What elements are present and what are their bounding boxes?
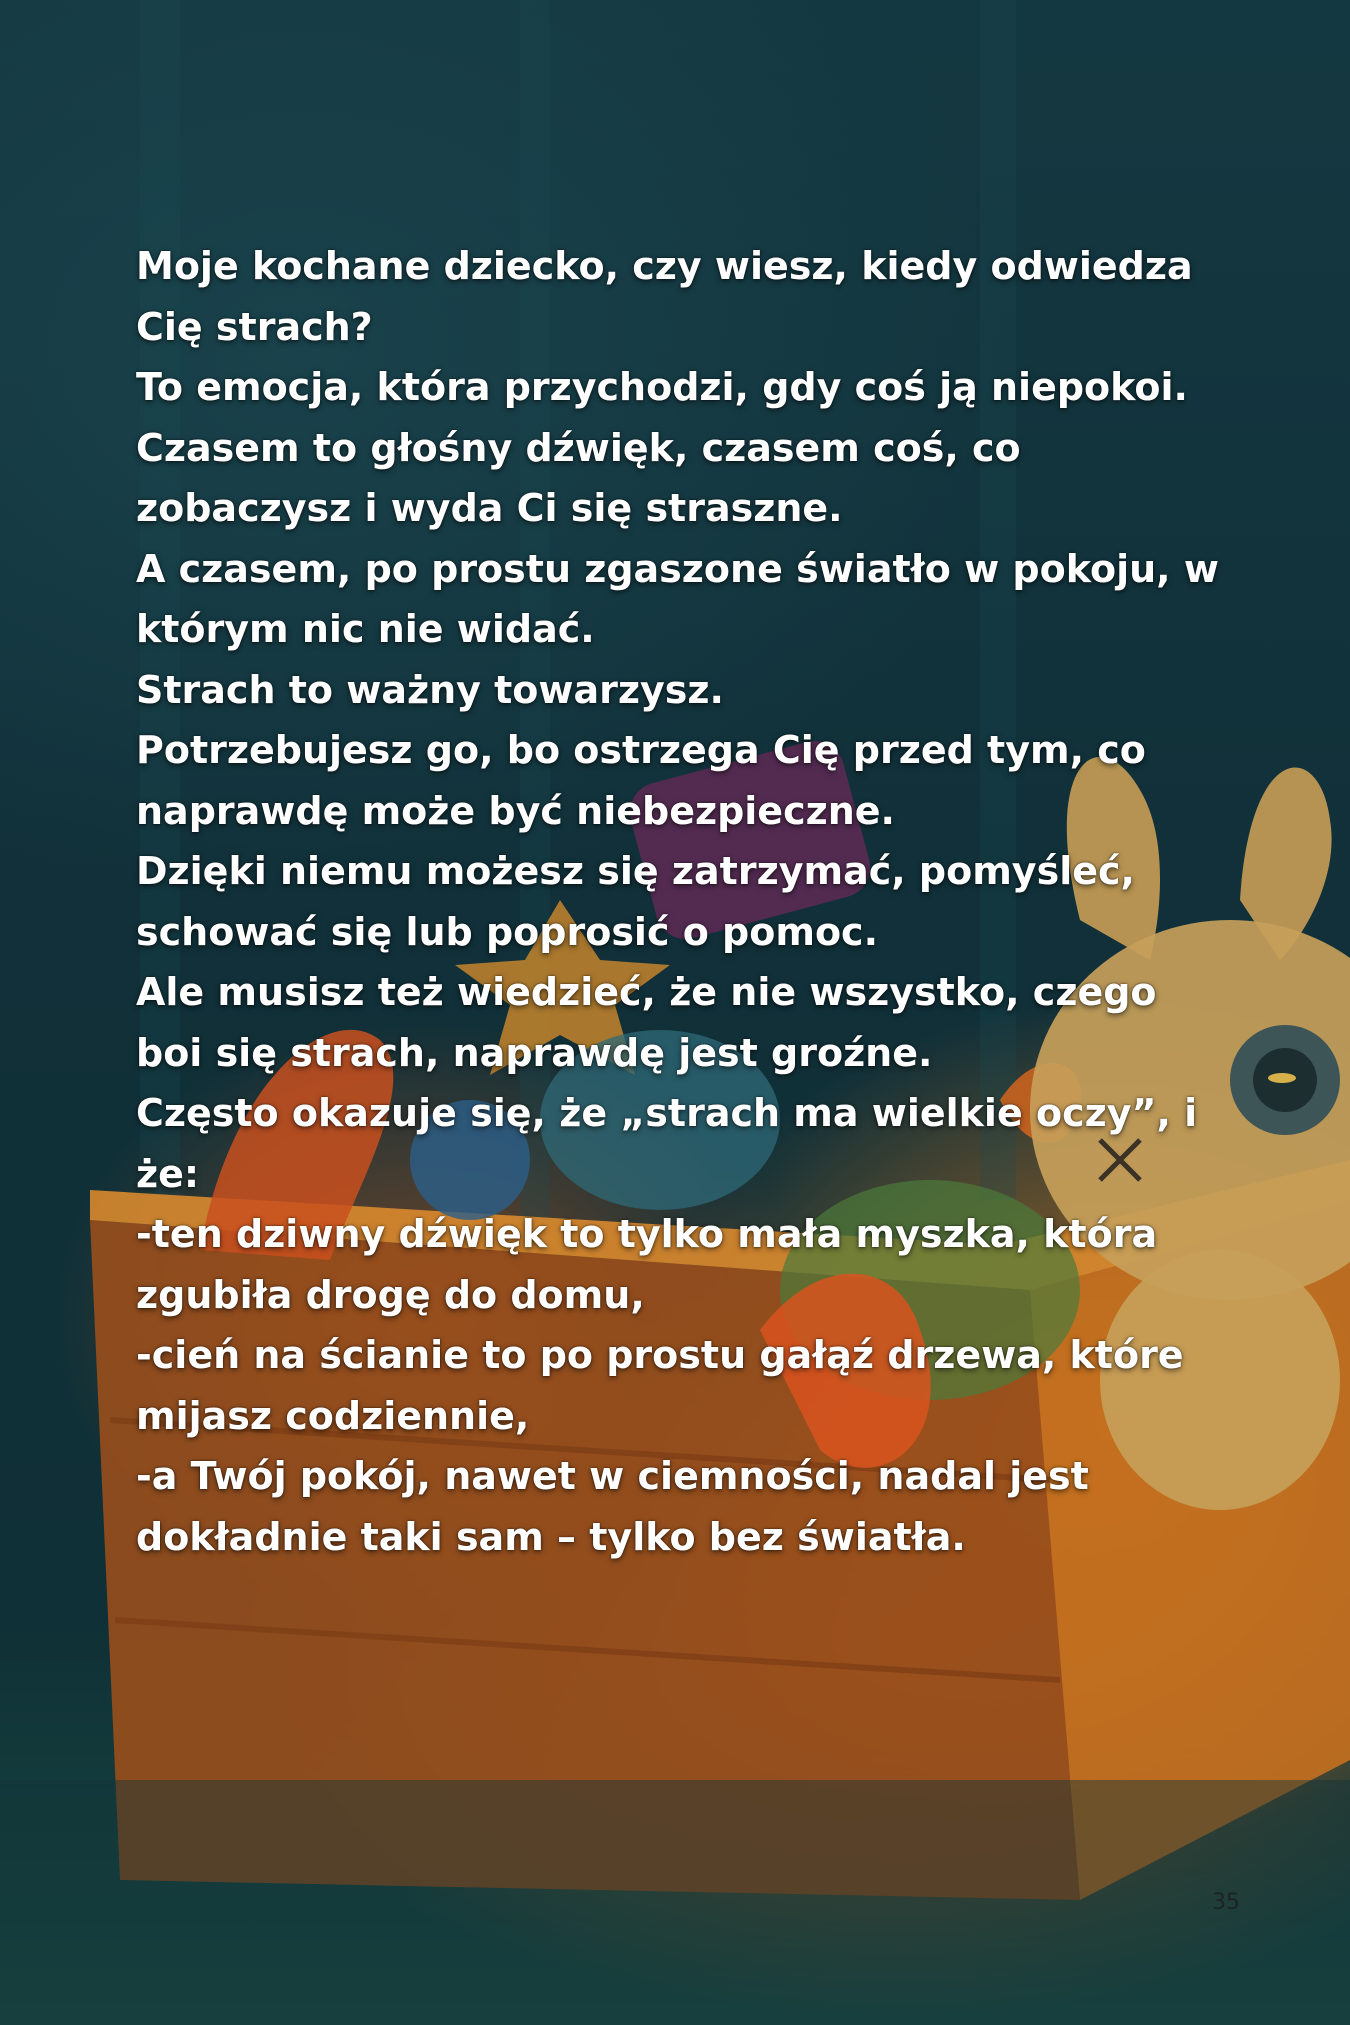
text-line: zobaczysz i wyda Ci się straszne.: [136, 486, 843, 530]
text-line: To emocja, która przychodzi, gdy coś ją niepokoi.: [136, 365, 1188, 409]
text-line: Często okazuje się, że „strach ma wielkie oczy”, i: [136, 1091, 1198, 1135]
text-line: naprawdę może być niebezpieczne.: [136, 788, 895, 833]
text-line: Moje kochane dziecko, czy wiesz, kiedy odwiedza: [136, 244, 1193, 288]
text-line: Ale musisz też wiedzieć, że nie wszystko, czego: [136, 970, 1157, 1014]
text-line: zgubiła drogę do domu,: [136, 1272, 645, 1317]
text-line: Strach to ważny towarzysz.: [136, 667, 724, 712]
text-line: że:: [136, 1151, 200, 1196]
text-line: Dzięki niemu możesz się zatrzymać, pomyśleć,: [136, 849, 1135, 893]
text-line: którym nic nie widać.: [136, 607, 595, 651]
text-line: dokładnie taki sam – tylko bez światła.: [136, 1514, 966, 1559]
story-text: [136, 236, 1226, 1567]
text-line: mijasz codziennie,: [136, 1393, 530, 1438]
text-line: Cię strach?: [136, 304, 373, 349]
text-line: -a Twój pokój, nawet w ciemności, nadal jest: [136, 1454, 1089, 1498]
text-line: Potrzebujesz go, bo ostrzega Cię przed tym, co: [136, 728, 1146, 772]
text-line: -ten dziwny dźwięk to tylko mała myszka, która: [136, 1212, 1158, 1256]
text-line: schować się lub poprosić o pomoc.: [136, 909, 879, 954]
page-number: 35: [1212, 1890, 1240, 1915]
text-line: Czasem to głośny dźwięk, czasem coś, co: [136, 425, 1021, 470]
text-line: boi się strach, naprawdę jest groźne.: [136, 1030, 933, 1075]
text-line: -cień na ścianie to po prostu gałąź drzewa, które: [136, 1333, 1184, 1377]
text-line: A czasem, po prostu zgaszone światło w pokoju, w: [136, 546, 1219, 591]
